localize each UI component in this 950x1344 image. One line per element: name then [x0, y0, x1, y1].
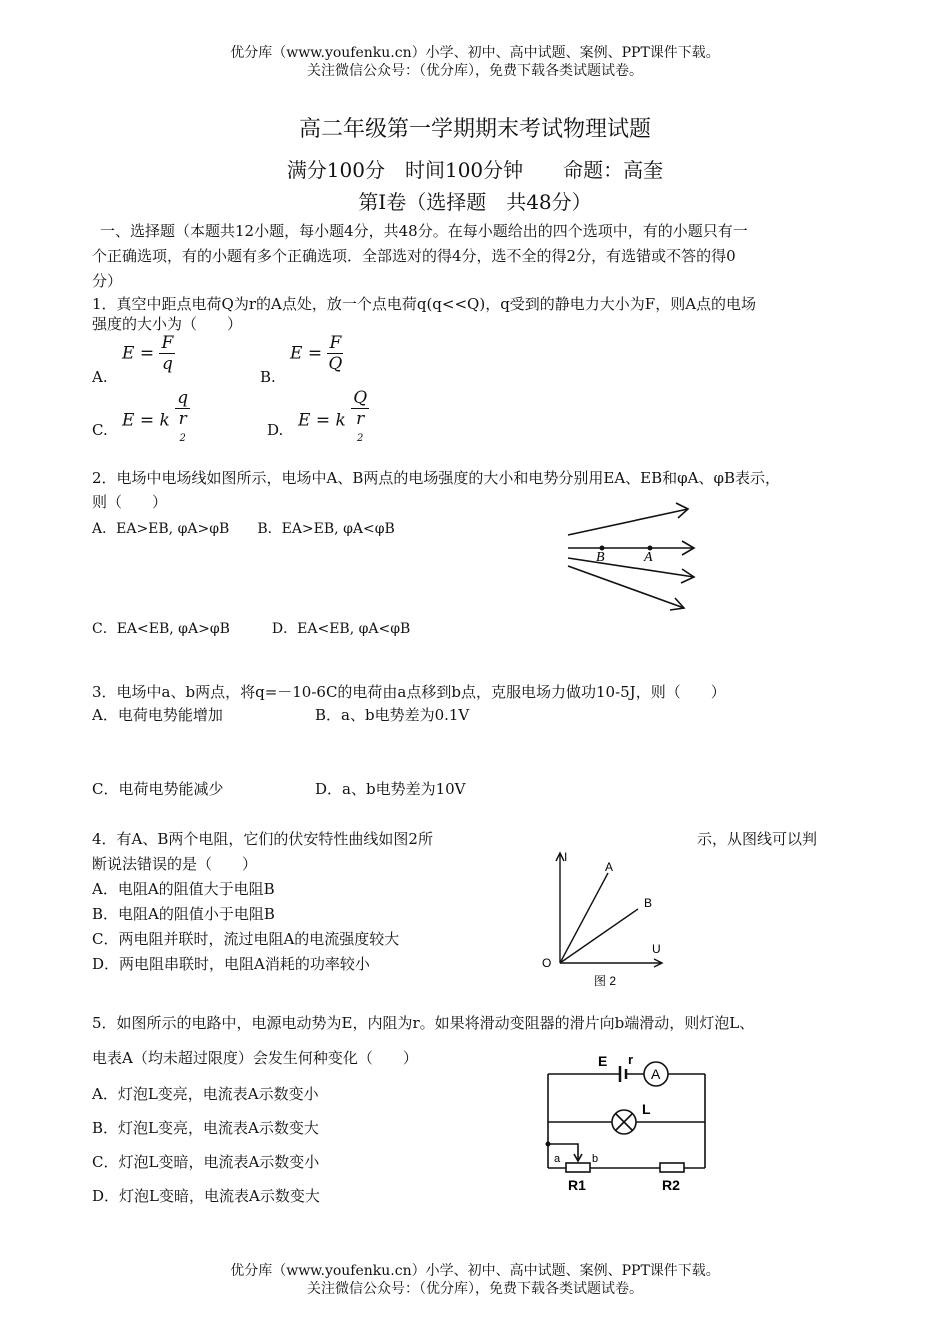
section-title: 第Ⅰ卷（选择题 共48分）	[358, 190, 592, 214]
symbol-e: E	[122, 410, 135, 431]
label-a: a	[554, 1153, 561, 1165]
axis-label-i: I	[564, 850, 568, 864]
q1-option-d-label: D.	[267, 421, 284, 439]
exam-info: 满分100分 时间100分钟 命题：高奎	[286, 158, 664, 182]
q4-stem-1a: 4．有A、B两个电阻，它们的伏安特性曲线如图2所	[92, 830, 433, 848]
label-r2: R2	[662, 1177, 680, 1193]
equals-sign: =	[139, 343, 155, 364]
q2-stem-1: 2．电场中电场线如图所示，电场中A、B两点的电场强度的大小和电势分别用EA、EB和φA、φB表示，	[92, 469, 781, 487]
header-line-1: 优分库（www.youfenku.cn）小学、初中、高中试题、案例、PPT课件下载。	[230, 45, 720, 61]
symbol-e: E	[122, 343, 135, 364]
q4-stem-2: 断说法错误的是（ ）	[92, 855, 258, 873]
resistor-r2	[660, 1163, 684, 1172]
intro-line-3: 分）	[92, 272, 123, 290]
symbol-r: r	[356, 409, 365, 429]
field-lines	[568, 503, 694, 610]
fraction	[351, 388, 369, 453]
footer-line-2: 关注微信公众号：（优分库），免费下载各类试题试卷。	[307, 1281, 643, 1297]
field-line-3	[568, 558, 694, 577]
iv-curve-figure	[538, 845, 678, 995]
q2-stem-2: 则（ ）	[92, 493, 168, 511]
q2-options-cd: C．EA<EB, φA>φB D．EA<EB, φA<φB	[92, 621, 411, 637]
exponent: 2	[179, 433, 186, 444]
numerator: q	[177, 388, 189, 408]
symbol-k: k	[335, 410, 346, 431]
label-e: E	[598, 1053, 608, 1069]
label-lamp: L	[642, 1101, 651, 1117]
symbol-e: E	[290, 343, 303, 364]
origin-label: O	[542, 956, 552, 970]
denominator	[175, 409, 190, 453]
q5-option-d: D．灯泡L变暗，电流表A示数变大	[92, 1187, 320, 1205]
junction-dot	[546, 1142, 551, 1147]
exam-title: 高二年级第一学期期末考试物理试题	[298, 117, 651, 142]
q1-option-d-formula	[298, 388, 369, 453]
label-a: A	[644, 550, 653, 565]
line-b	[560, 909, 638, 963]
field-line-1	[568, 509, 688, 535]
fraction	[327, 333, 343, 374]
circuit-diagram	[538, 1050, 718, 1200]
q3-option-b: B．a、b电势差为0.1V	[315, 706, 470, 724]
label-b: B	[596, 550, 605, 565]
q1-option-a-label: A.	[92, 368, 108, 386]
slider-wire	[548, 1144, 578, 1160]
q1-option-b-formula	[290, 333, 343, 374]
intro-line-2: 个正确选项，有的小题有多个正确选项．全部选对的得4分，选不全的得2分，有选错或不答的得0	[92, 247, 736, 265]
q1-option-c-label: C.	[92, 421, 108, 439]
q5-option-a: A．灯泡L变亮，电流表A示数变小	[92, 1085, 319, 1103]
denominator: q	[161, 354, 173, 374]
label-r1: R1	[568, 1177, 586, 1193]
q1-stem-1: 1．真空中距点电荷Q为r的A点处，放一个点电荷q(q<<Q)，q受到的静电力大小为F，则A点的电场	[92, 295, 757, 313]
q3-option-d: D．a、b电势差为10V	[315, 780, 466, 798]
intro-line-1: 一、选择题（本题共12小题，每小题4分，共48分。在每小题给出的四个选项中，有的小题只有一	[100, 222, 748, 240]
q3-option-c: C．电荷电势能减少	[92, 780, 224, 798]
line-a	[560, 873, 608, 963]
exponent: 2	[356, 433, 364, 444]
q1-option-a-formula	[122, 333, 175, 374]
footer-line-1: 优分库（www.youfenku.cn）小学、初中、高中试题、案例、PPT课件下载。	[230, 1263, 720, 1279]
equals-sign: =	[307, 343, 323, 364]
label-b: b	[592, 1153, 599, 1165]
q5-option-c: C．灯泡L变暗，电流表A示数变小	[92, 1153, 320, 1171]
numerator: F	[329, 333, 342, 353]
q4-option-c: C．两电阻并联时，流过电阻A的电流强度较大	[92, 930, 400, 948]
equals-sign: =	[315, 410, 331, 431]
q1-option-b-label: B.	[260, 368, 276, 386]
q4-option-a: A．电阻A的阻值大于电阻B	[92, 880, 275, 898]
header-line-2: 关注微信公众号：（优分库），免费下载各类试题试卷。	[307, 63, 643, 79]
resistor-r1	[566, 1163, 590, 1172]
label-r: r	[628, 1052, 634, 1067]
q4-option-b: B．电阻A的阻值小于电阻B	[92, 905, 275, 923]
denominator: Q	[328, 354, 343, 374]
fraction	[159, 333, 175, 374]
equals-sign: =	[139, 410, 155, 431]
numerator: Q	[353, 388, 368, 408]
q5-stem-2: 电表A（均未超过限度）会发生何种变化（ ）	[92, 1049, 418, 1067]
symbol-e: E	[298, 410, 311, 431]
q4-stem-1b: 示，从图线可以判	[697, 830, 818, 848]
figure-caption: 图 2	[594, 974, 617, 988]
curve-label-a: A	[605, 860, 614, 874]
q5-option-b: B．灯泡L变亮，电流表A示数变大	[92, 1119, 319, 1137]
label-ammeter: A	[651, 1066, 661, 1082]
q2-options-ab: A．EA>EB, φA>φB B．EA>EB, φA<φB	[92, 521, 395, 537]
q5-stem-1: 5．如图所示的电路中，电源电动势为E，内阻为r。如果将滑动变阻器的滑片向b端滑动，则灯泡L、	[92, 1014, 755, 1032]
q3-stem: 3．电场中a、b两点，将q=－10-6C的电荷由a点移到b点，克服电场力做功10-5J，则（ ）	[92, 683, 726, 701]
fraction	[175, 388, 190, 453]
symbol-r: r	[178, 409, 187, 429]
q3-option-a: A．电荷电势能增加	[92, 706, 223, 724]
axis-label-u: U	[652, 942, 661, 956]
denominator	[351, 409, 369, 453]
numerator: F	[161, 333, 174, 353]
q1-option-c-formula	[122, 388, 190, 453]
curve-label-b: B	[644, 896, 653, 910]
q4-option-d: D．两电阻串联时，电阻A消耗的功率较小	[92, 955, 370, 973]
electric-field-lines-figure	[560, 500, 710, 620]
q1-stem-2: 强度的大小为（ ）	[92, 315, 243, 333]
symbol-k: k	[159, 410, 170, 431]
